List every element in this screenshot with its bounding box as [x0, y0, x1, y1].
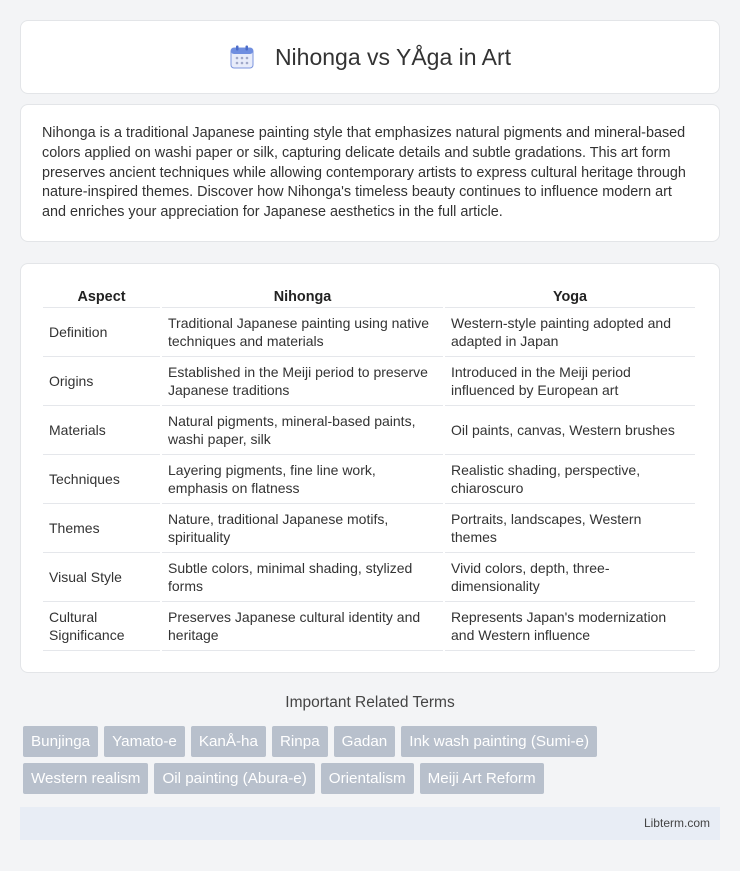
- table-header-row: [43, 286, 695, 308]
- table-row: [43, 504, 695, 553]
- tag-kano-ha[interactable]: KanÅ-ha: [191, 726, 266, 757]
- table-cell-nihonga: Layering pigments, fine line work, emphasis on flatness: [162, 455, 443, 504]
- table-cell-yoga: Oil paints, canvas, Western brushes: [445, 406, 695, 455]
- tag-gadan[interactable]: Gadan: [334, 726, 396, 757]
- table-cell-aspect: Themes: [43, 504, 160, 553]
- table-row: [43, 602, 695, 651]
- table-cell-yoga: Introduced in the Meiji period influenced by European art: [445, 357, 695, 406]
- tag-western-realism[interactable]: Western realism: [23, 763, 148, 794]
- intro-card: [20, 104, 720, 242]
- intro-text: Nihonga is a traditional Japanese painting style that emphasizes natural pigments and mineral-based colors applied on washi paper or silk, capturing delicate details and subtle gradations. This art form preserves ancient techniques while allowing contemporary artists to express cultural heritage through nature-inspired themes. Discover how Nihonga's timeless beauty continues to influence modern art and enriches your appreciation for Japanese aesthetics in the full article.: [42, 125, 686, 221]
- footer: [20, 807, 720, 840]
- table-cell-aspect: Cultural Significance: [43, 602, 160, 651]
- table-cell-nihonga: Traditional Japanese painting using native techniques and materials: [162, 308, 443, 357]
- table-cell-nihonga: Subtle colors, minimal shading, stylized forms: [162, 553, 443, 602]
- table-cell-aspect: Materials: [43, 406, 160, 455]
- table-cell-yoga: Realistic shading, perspective, chiaroscuro: [445, 455, 695, 504]
- table-row: [43, 455, 695, 504]
- column-header-yoga: Yoga: [445, 286, 695, 308]
- table-cell-aspect: Visual Style: [43, 553, 160, 602]
- tag-yamato-e[interactable]: Yamato-e: [104, 726, 185, 757]
- footer-site-link[interactable]: Libterm.com: [643, 816, 710, 830]
- tag-ink-wash-painting[interactable]: Ink wash painting (Sumi-e): [401, 726, 597, 757]
- table-cell-aspect: Techniques: [43, 455, 160, 504]
- table-cell-nihonga: Preserves Japanese cultural identity and heritage: [162, 602, 443, 651]
- comparison-table: [41, 286, 697, 651]
- table-cell-nihonga: Established in the Meiji period to preserve Japanese traditions: [162, 357, 443, 406]
- comparison-table-card: [20, 263, 720, 673]
- table-cell-yoga: Vivid colors, depth, three-dimensionality: [445, 553, 695, 602]
- related-terms-title: Important Related Terms: [285, 694, 455, 711]
- tag-orientalism[interactable]: Orientalism: [321, 763, 414, 794]
- table-row: [43, 553, 695, 602]
- tag-meiji-art-reform[interactable]: Meiji Art Reform: [420, 763, 544, 794]
- page-title: Nihonga vs YÅga in Art: [274, 43, 512, 70]
- tag-rinpa[interactable]: Rinpa: [272, 726, 328, 757]
- tag-oil-painting[interactable]: Oil painting (Abura-e): [154, 763, 314, 794]
- table-cell-nihonga: Nature, traditional Japanese motifs, spirituality: [162, 504, 443, 553]
- column-header-aspect: Aspect: [43, 286, 160, 308]
- table-cell-aspect: Origins: [43, 357, 160, 406]
- column-header-nihonga: Nihonga: [162, 286, 443, 308]
- table-cell-aspect: Definition: [43, 308, 160, 357]
- table-cell-nihonga: Natural pigments, mineral-based paints, washi paper, silk: [162, 406, 443, 455]
- table-row: [43, 308, 695, 357]
- table-row: [43, 406, 695, 455]
- table-cell-yoga: Portraits, landscapes, Western themes: [445, 504, 695, 553]
- table-row: [43, 357, 695, 406]
- related-terms-tags: [23, 726, 723, 800]
- table-cell-yoga: Western-style painting adopted and adapted in Japan: [445, 308, 695, 357]
- title-card: [20, 20, 720, 94]
- calendar-icon: [229, 44, 255, 70]
- table-cell-yoga: Represents Japan's modernization and Western influence: [445, 602, 695, 651]
- tag-bunjinga[interactable]: Bunjinga: [23, 726, 98, 757]
